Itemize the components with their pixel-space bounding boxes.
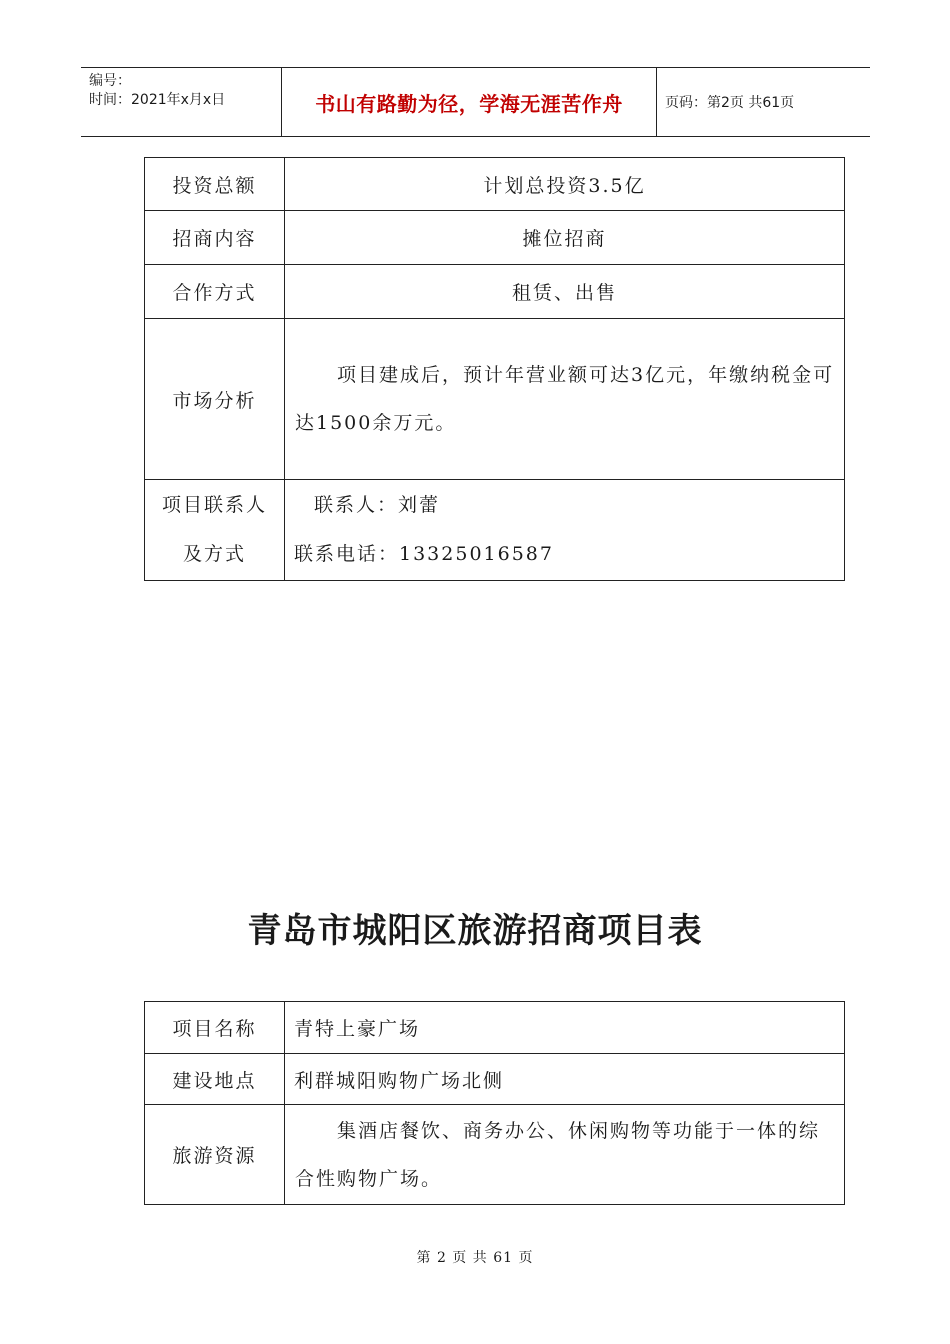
project-table-2 xyxy=(144,1001,845,1205)
table-row xyxy=(145,265,845,319)
row-label: 投资总额 xyxy=(145,158,285,211)
row-label: 合作方式 xyxy=(145,265,285,319)
contact-label-line2: 及方式 xyxy=(182,543,246,565)
row-value: 青特上豪广场 xyxy=(285,1002,845,1054)
table-row xyxy=(145,1105,845,1205)
row-value-paragraph xyxy=(285,1105,845,1205)
row-value xyxy=(285,480,845,581)
page-footer: 第 2 页 共 61 页 xyxy=(416,1250,534,1266)
row-value-paragraph xyxy=(285,319,845,480)
page-header xyxy=(81,67,870,137)
table-row-contact xyxy=(145,480,845,581)
row-label: 项目名称 xyxy=(145,1002,285,1054)
doc-time: 时间：2021年x月x日 xyxy=(89,92,226,108)
table-row xyxy=(145,211,845,265)
row-label: 招商内容 xyxy=(145,211,285,265)
table-row xyxy=(145,1002,845,1054)
contact-label-line1: 项目联系人 xyxy=(161,494,267,516)
contact-phone: 联系电话：13325016587 xyxy=(294,543,554,565)
header-meta xyxy=(89,72,285,110)
contact-person: 联系人：刘蕾 xyxy=(314,494,441,516)
row-value: 租赁、出售 xyxy=(285,265,845,319)
row-label: 市场分析 xyxy=(145,319,285,480)
market-analysis-text: 项目建成后，预计年营业额可达3亿元，年缴纳税金可达1500余万元。 xyxy=(295,364,835,434)
project-table-1 xyxy=(144,157,845,581)
doc-code: 编号： xyxy=(89,73,131,89)
table-row xyxy=(145,319,845,480)
row-value: 利群城阳购物广场北侧 xyxy=(285,1054,845,1105)
header-page-info: 页码：第2页 共61页 xyxy=(665,95,795,111)
row-label: 旅游资源 xyxy=(145,1105,285,1205)
header-motto: 书山有路勤为径，学海无涯苦作舟 xyxy=(281,68,657,136)
tourism-resource-text: 集酒店餐饮、商务办公、休闲购物等功能于一体的综合性购物广场。 xyxy=(295,1119,821,1190)
table-row xyxy=(145,1054,845,1105)
row-label: 建设地点 xyxy=(145,1054,285,1105)
row-value: 计划总投资3.5亿 xyxy=(285,158,845,211)
row-label xyxy=(145,480,285,581)
table-row xyxy=(145,158,845,211)
section-title: 青岛市城阳区旅游招商项目表 xyxy=(247,911,703,951)
row-value: 摊位招商 xyxy=(285,211,845,265)
